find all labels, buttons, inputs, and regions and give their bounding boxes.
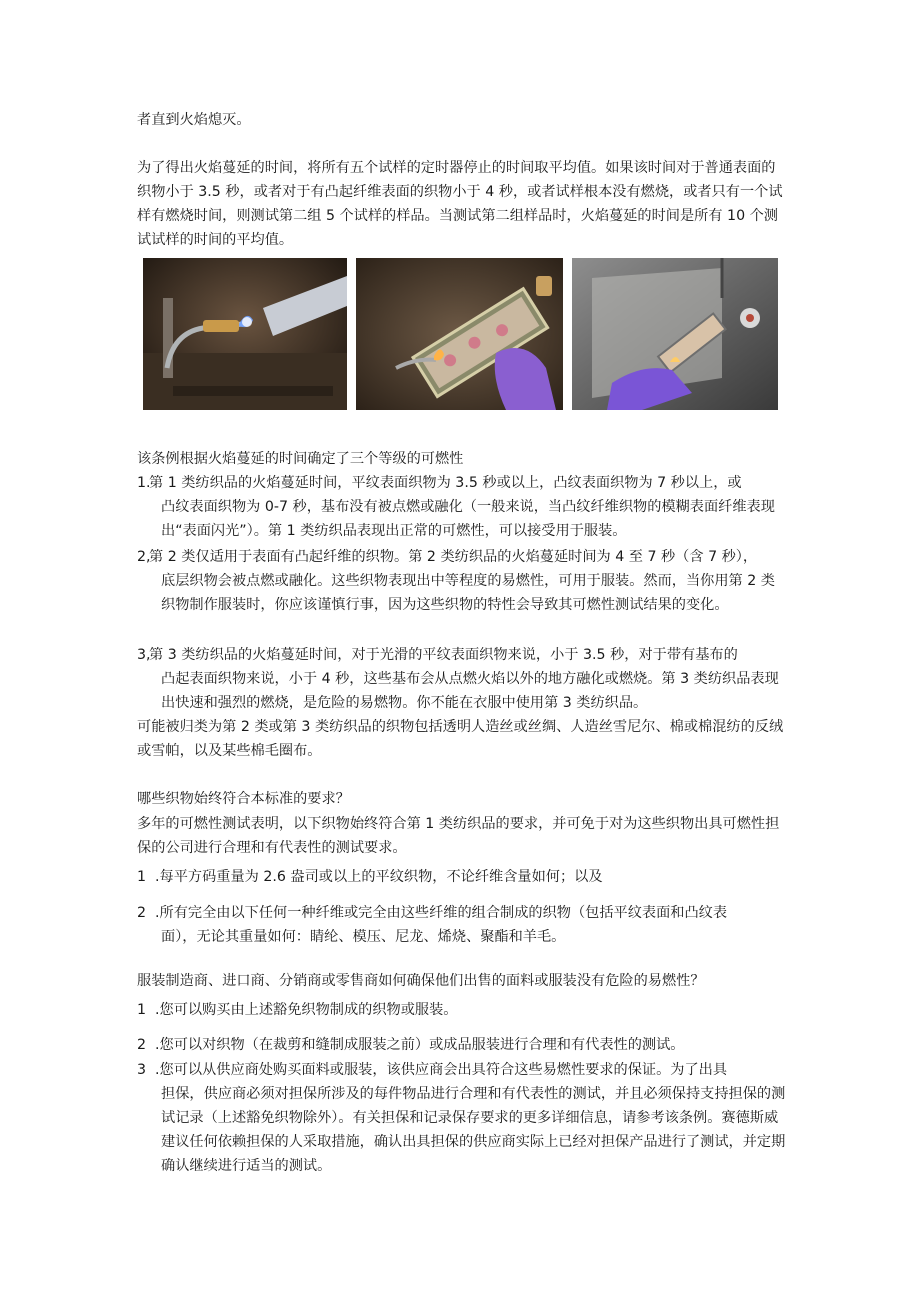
answer-1-text: .您可以购买由上述豁免织物制成的织物或服装。 — [155, 1002, 458, 1018]
class-2-continuation: 底层织物会被点燃或融化。这些织物表现出中等程度的易燃性，可用于服装。然而，当你用第 2 类织物制作服装时，你应该谨慎行事，因为这些织物的特性会导致其可燃性测试结果的变化。 — [161, 573, 775, 613]
photo-flame-test-1 — [143, 258, 347, 410]
paragraph-intro-end: 者直到火焰熄灭。 — [137, 112, 251, 128]
exempt-2-text: .所有完全由以下任何一种纤维或完全由这些纤维的组合制成的织物（包括平纹表面和凸纹表 — [155, 905, 728, 921]
paragraph-flame-spread-average: 为了得出火焰蔓延的时间，将所有五个试样的定时器停止的时间取平均值。如果该时间对于普通表面的织物小于 3.5 秒，或者对于有凸起纤维表面的织物小于 4 秒，或者试样根本没有燃烧，或者只有一个试样有燃烧时间，则测试第二组 5 个试样的样品。当测试第二组样品时，火焰蔓延的时间是所有 10 个测试试样的时间的平均值。 — [137, 160, 783, 248]
class-3-continuation: 凸起表面织物来说，小于 4 秒，这些基布会从点燃火焰以外的地方融化或燃烧。第 3 类纺织品表现出快速和强烈的燃烧，是危险的易燃物。你不能在衣服中使用第 3 类纺织品。 — [161, 671, 779, 711]
list-number: 2 — [137, 1037, 147, 1053]
paragraph-test-history: 多年的可燃性测试表明，以下织物始终符合第 1 类纺织品的要求，并可免于对为这些织物出具可燃性担保的公司进行合理和有代表性的测试要求。 — [137, 816, 780, 856]
section-title-compliant-fabrics: 哪些织物始终符合本标准的要求？ — [137, 791, 350, 807]
list-number: 2 — [137, 905, 147, 921]
exempt-2-continuation: 面），无论其重量如何：睛纶、模压、尼龙、烯烧、聚酯和羊毛。 — [161, 929, 566, 945]
list-number: 1. — [137, 475, 151, 491]
class-1-first-line: 第 1 类纺织品的火焰蔓延时间，平纹表面织物为 3.5 秒或以上，凸纹表面织物为 7 秒以上，或 — [149, 475, 742, 491]
list-number: 3, — [137, 647, 151, 663]
section-title-flammability-classes: 该条例根据火焰蔓延的时间确定了三个等级的可燃性 — [137, 451, 464, 467]
list-number: 2, — [137, 549, 151, 565]
paragraph-possible-fabrics: 可能被归类为第 2 类或第 3 类纺织品的织物包括透明人造丝或丝绸、人造丝雪尼尔、棉或棉混纺的反绒或雪帕，以及某些棉毛圈布。 — [137, 719, 784, 759]
answer-3-text: .您可以从供应商处购买面料或服装，该供应商会出具符合这些易燃性要求的保证。为了出具 — [155, 1062, 728, 1078]
test-photos — [143, 258, 778, 410]
list-number: 3 — [137, 1062, 147, 1078]
class-3-first-line: 第 3 类纺织品的火焰蔓延时间，对于光滑的平纹表面织物来说，小于 3.5 秒，对于带有基布的 — [149, 647, 738, 663]
answer-2-text: .您可以对织物（在裁剪和缝制成服装之前）或成品服装进行合理和有代表性的测试。 — [155, 1037, 685, 1053]
class-1-continuation: 凸纹表面织物为 0-7 秒，基布没有被点燃或融化（一般来说，当凸纹纤维织物的模糊表面纤维表现出“表面闪光”）。第 1 类纺织品表现出正常的可燃性，可以接受用于服装。 — [161, 499, 775, 539]
exempt-1-text: .每平方码重量为 2.6 盎司或以上的平纹织物，不论纤维含量如何；以及 — [155, 869, 603, 885]
answer-3-continuation: 担保，供应商必须对担保所涉及的每件物品进行合理和有代表性的测试，并且必须保持支持担保的测试记录（上述豁免织物除外）。有关担保和记录保存要求的更多详细信息，请参考该条例。赛德斯威建议任何依赖担保的人采取措施，确认出具担保的供应商实际上已经对担保产品进行了测试，并定期确认继续进行适当的测试。 — [161, 1086, 786, 1174]
photo-flame-test-3 — [572, 258, 778, 410]
photo-flame-test-2 — [356, 258, 563, 410]
section-title-ensure-safety: 服装制造商、进口商、分销商或零售商如何确保他们出售的面料或服装没有危险的易燃性？ — [137, 973, 705, 989]
list-number: 1 — [137, 1002, 147, 1018]
class-2-first-line: 第 2 类仅适用于表面有凸起纤维的织物。第 2 类纺织品的火焰蔓延时间为 4 至 7 秒（含 7 秒）， — [149, 549, 758, 565]
list-number: 1 — [137, 869, 147, 885]
